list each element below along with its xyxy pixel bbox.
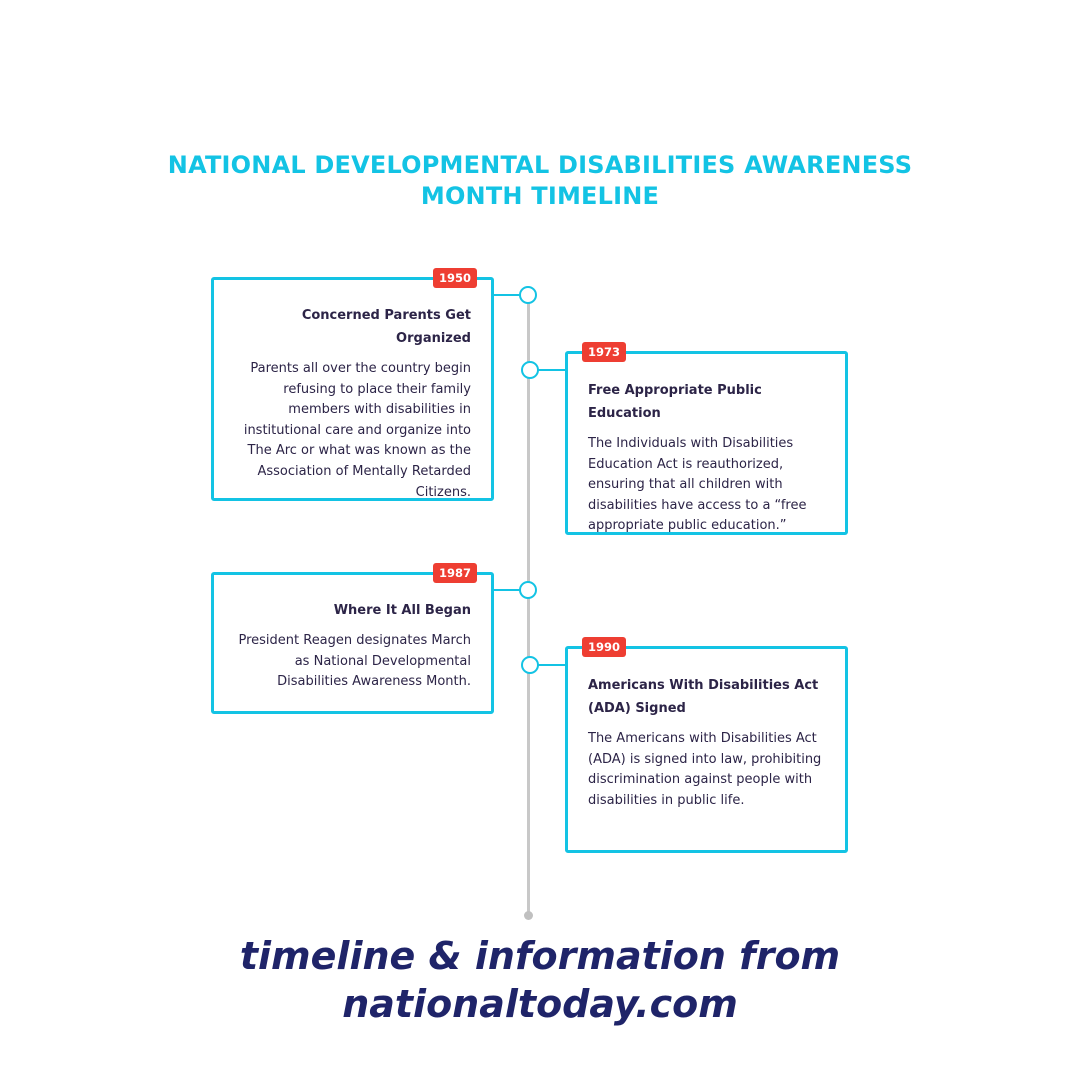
timeline-title-line-1: NATIONAL DEVELOPMENTAL DISABILITIES AWARENESS xyxy=(167,151,913,179)
year-badge-1987: 1987 xyxy=(433,563,477,583)
event-body-1987: President Reagen designates March as National Developmental Disabilities Awareness Month. xyxy=(238,633,471,690)
timeline-node-1973 xyxy=(521,361,539,379)
event-title-1990: Americans With Disabilities Act (ADA) Signed xyxy=(588,678,819,716)
timeline-title xyxy=(0,150,1080,212)
event-title-1987: Where It All Began xyxy=(333,603,471,618)
connector-1987 xyxy=(492,589,520,591)
event-title-1973: Free Appropriate Public Education xyxy=(588,383,762,421)
year-badge-1990: 1990 xyxy=(582,637,626,657)
source-credit xyxy=(0,932,1080,1028)
connector-1990 xyxy=(537,664,567,666)
timeline-node-1950 xyxy=(519,286,537,304)
event-body-1973: The Individuals with Disabilities Education Act is reauthorized, ensuring that all children with disabilities have access to a “free appropriate public education.” xyxy=(588,436,807,534)
connector-1950 xyxy=(492,294,520,296)
event-card-1987 xyxy=(211,566,494,714)
event-body-1950: Parents all over the country begin refusing to place their family members with disabilities in institutional care and organize into The Arc or what was known as the Association of Mentally Retarded Citizens. xyxy=(243,361,471,500)
year-badge-1973: 1973 xyxy=(582,342,626,362)
event-card-1973 xyxy=(565,345,848,535)
event-body-1990: The Americans with Disabilities Act (ADA) is signed into law, prohibiting discrimination against people with disabilities in public life. xyxy=(588,731,822,808)
connector-1973 xyxy=(537,369,567,371)
timeline-title-line-2: MONTH TIMELINE xyxy=(420,182,660,210)
event-card-1990 xyxy=(565,640,848,853)
timeline-spine xyxy=(527,295,530,917)
event-title-1950: Concerned Parents Get Organized xyxy=(301,308,471,346)
source-credit-line-2: nationaltoday.com xyxy=(342,982,738,1026)
timeline-node-1990 xyxy=(521,656,539,674)
year-badge-1950: 1950 xyxy=(433,268,477,288)
event-card-1950 xyxy=(211,271,494,501)
timeline-spine-end-dot xyxy=(524,911,533,920)
source-credit-line-1: timeline & information from xyxy=(239,934,841,978)
timeline-node-1987 xyxy=(519,581,537,599)
